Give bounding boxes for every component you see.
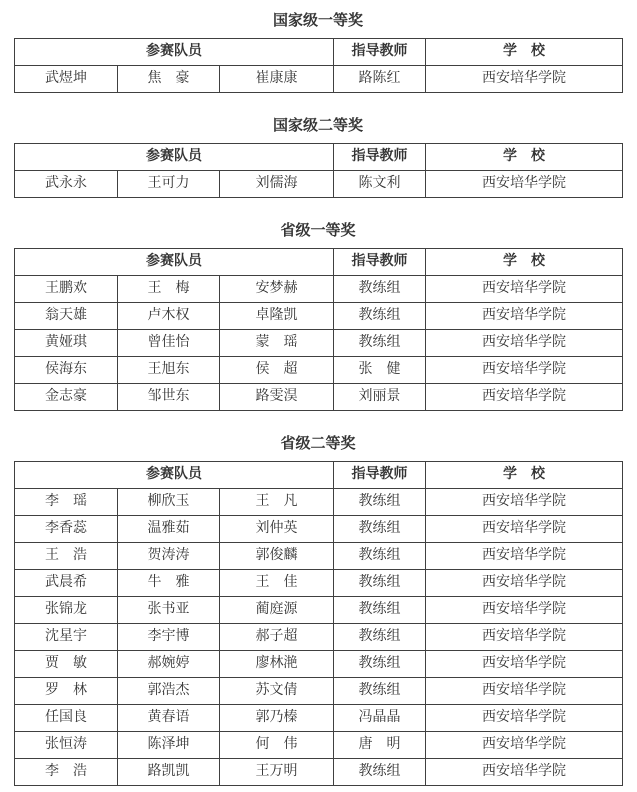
member-cell: 李宇博 — [118, 624, 220, 651]
member-cell: 王 梅 — [118, 276, 220, 303]
award-table — [14, 38, 623, 93]
member-cell: 任国良 — [15, 705, 118, 732]
table-row — [15, 384, 623, 411]
member-cell: 路凯凯 — [118, 759, 220, 786]
members-header: 参赛队员 — [15, 249, 334, 276]
advisor-cell: 教练组 — [334, 543, 426, 570]
member-cell: 王可力 — [118, 171, 220, 198]
member-cell: 蒙 瑶 — [220, 330, 334, 357]
member-cell: 张书亚 — [118, 597, 220, 624]
advisor-cell: 教练组 — [334, 678, 426, 705]
advisor-cell: 路陈红 — [334, 66, 426, 93]
member-cell: 张恒涛 — [15, 732, 118, 759]
member-cell: 郝子超 — [220, 624, 334, 651]
member-cell: 陈泽坤 — [118, 732, 220, 759]
school-cell: 西安培华学院 — [426, 516, 623, 543]
member-cell: 武永永 — [15, 171, 118, 198]
member-cell: 武煜坤 — [15, 66, 118, 93]
school-cell: 西安培华学院 — [426, 705, 623, 732]
advisor-cell: 教练组 — [334, 570, 426, 597]
table-row — [15, 624, 623, 651]
award-title: 省级二等奖 — [280, 436, 356, 452]
member-cell: 王旭东 — [118, 357, 220, 384]
advisor-cell: 教练组 — [334, 276, 426, 303]
advisor-header: 指导教师 — [334, 249, 426, 276]
table-row — [15, 759, 623, 786]
member-cell: 王万明 — [220, 759, 334, 786]
member-cell: 郝婉婷 — [118, 651, 220, 678]
school-cell: 西安培华学院 — [426, 330, 623, 357]
advisor-header: 指导教师 — [334, 39, 426, 66]
member-cell: 路雯淏 — [220, 384, 334, 411]
member-cell: 王鹏欢 — [15, 276, 118, 303]
member-cell: 廖林滟 — [220, 651, 334, 678]
award-section — [14, 435, 622, 786]
school-header: 学 校 — [426, 249, 623, 276]
member-cell: 蔺庭源 — [220, 597, 334, 624]
advisor-cell: 唐 明 — [334, 732, 426, 759]
advisor-cell: 教练组 — [334, 303, 426, 330]
member-cell: 安梦赫 — [220, 276, 334, 303]
table-row — [15, 330, 623, 357]
table-row — [15, 171, 623, 198]
member-cell: 温雅茹 — [118, 516, 220, 543]
member-cell: 李 浩 — [15, 759, 118, 786]
award-title: 省级一等奖 — [280, 223, 356, 239]
award-table — [14, 143, 623, 198]
member-cell: 苏文倩 — [220, 678, 334, 705]
member-cell: 王 佳 — [220, 570, 334, 597]
members-header: 参赛队员 — [15, 39, 334, 66]
member-cell: 黄娅琪 — [15, 330, 118, 357]
member-cell: 金志豪 — [15, 384, 118, 411]
school-cell: 西安培华学院 — [426, 276, 623, 303]
member-cell: 李 瑶 — [15, 489, 118, 516]
table-row — [15, 516, 623, 543]
table-row — [15, 276, 623, 303]
school-cell: 西安培华学院 — [426, 303, 623, 330]
advisor-cell: 教练组 — [334, 489, 426, 516]
member-cell: 焦 豪 — [118, 66, 220, 93]
award-section — [14, 117, 622, 198]
award-table — [14, 248, 623, 411]
member-cell: 柳欣玉 — [118, 489, 220, 516]
school-cell: 西安培华学院 — [426, 678, 623, 705]
table-row — [15, 705, 623, 732]
school-cell: 西安培华学院 — [426, 489, 623, 516]
header-row — [15, 249, 623, 276]
member-cell: 郭浩杰 — [118, 678, 220, 705]
members-header: 参赛队员 — [15, 462, 334, 489]
member-cell: 侯 超 — [220, 357, 334, 384]
member-cell: 卓隆凯 — [220, 303, 334, 330]
table-row — [15, 543, 623, 570]
member-cell: 罗 林 — [15, 678, 118, 705]
member-cell: 何 伟 — [220, 732, 334, 759]
member-cell: 牛 雅 — [118, 570, 220, 597]
advisor-cell: 教练组 — [334, 597, 426, 624]
table-row — [15, 357, 623, 384]
advisor-header: 指导教师 — [334, 462, 426, 489]
school-header: 学 校 — [426, 144, 623, 171]
advisor-cell: 张 健 — [334, 357, 426, 384]
school-cell: 西安培华学院 — [426, 171, 623, 198]
header-row — [15, 144, 623, 171]
header-row — [15, 462, 623, 489]
school-cell: 西安培华学院 — [426, 732, 623, 759]
school-cell: 西安培华学院 — [426, 66, 623, 93]
award-table — [14, 461, 623, 786]
member-cell: 王 浩 — [15, 543, 118, 570]
member-cell: 刘仲英 — [220, 516, 334, 543]
member-cell: 邹世东 — [118, 384, 220, 411]
table-row — [15, 303, 623, 330]
advisor-cell: 陈文利 — [334, 171, 426, 198]
table-row — [15, 651, 623, 678]
member-cell: 曾佳怡 — [118, 330, 220, 357]
member-cell: 侯海东 — [15, 357, 118, 384]
header-row — [15, 39, 623, 66]
table-row — [15, 489, 623, 516]
school-cell: 西安培华学院 — [426, 624, 623, 651]
member-cell: 贾 敏 — [15, 651, 118, 678]
school-header: 学 校 — [426, 39, 623, 66]
school-cell: 西安培华学院 — [426, 543, 623, 570]
table-row — [15, 597, 623, 624]
member-cell: 贺涛涛 — [118, 543, 220, 570]
table-row — [15, 678, 623, 705]
school-cell: 西安培华学院 — [426, 384, 623, 411]
school-cell: 西安培华学院 — [426, 651, 623, 678]
member-cell: 崔康康 — [220, 66, 334, 93]
member-cell: 王 凡 — [220, 489, 334, 516]
member-cell: 沈星宇 — [15, 624, 118, 651]
member-cell: 郭俊麟 — [220, 543, 334, 570]
advisor-header: 指导教师 — [334, 144, 426, 171]
table-row — [15, 66, 623, 93]
advisor-cell: 教练组 — [334, 624, 426, 651]
advisor-cell: 刘丽景 — [334, 384, 426, 411]
member-cell: 郭乃榛 — [220, 705, 334, 732]
advisor-cell: 教练组 — [334, 516, 426, 543]
advisor-cell: 教练组 — [334, 759, 426, 786]
school-cell: 西安培华学院 — [426, 570, 623, 597]
award-section — [14, 12, 622, 93]
member-cell: 武晨希 — [15, 570, 118, 597]
advisor-cell: 教练组 — [334, 330, 426, 357]
member-cell: 刘儒海 — [220, 171, 334, 198]
advisor-cell: 教练组 — [334, 651, 426, 678]
award-title: 国家级一等奖 — [272, 13, 363, 29]
advisor-cell: 冯晶晶 — [334, 705, 426, 732]
members-header: 参赛队员 — [15, 144, 334, 171]
table-row — [15, 570, 623, 597]
member-cell: 张锦龙 — [15, 597, 118, 624]
school-cell: 西安培华学院 — [426, 759, 623, 786]
school-header: 学 校 — [426, 462, 623, 489]
award-section — [14, 222, 622, 411]
member-cell: 卢木权 — [118, 303, 220, 330]
member-cell: 翁天雄 — [15, 303, 118, 330]
award-title: 国家级二等奖 — [272, 118, 363, 134]
member-cell: 黄春语 — [118, 705, 220, 732]
table-row — [15, 732, 623, 759]
school-cell: 西安培华学院 — [426, 357, 623, 384]
member-cell: 李香蕊 — [15, 516, 118, 543]
school-cell: 西安培华学院 — [426, 597, 623, 624]
